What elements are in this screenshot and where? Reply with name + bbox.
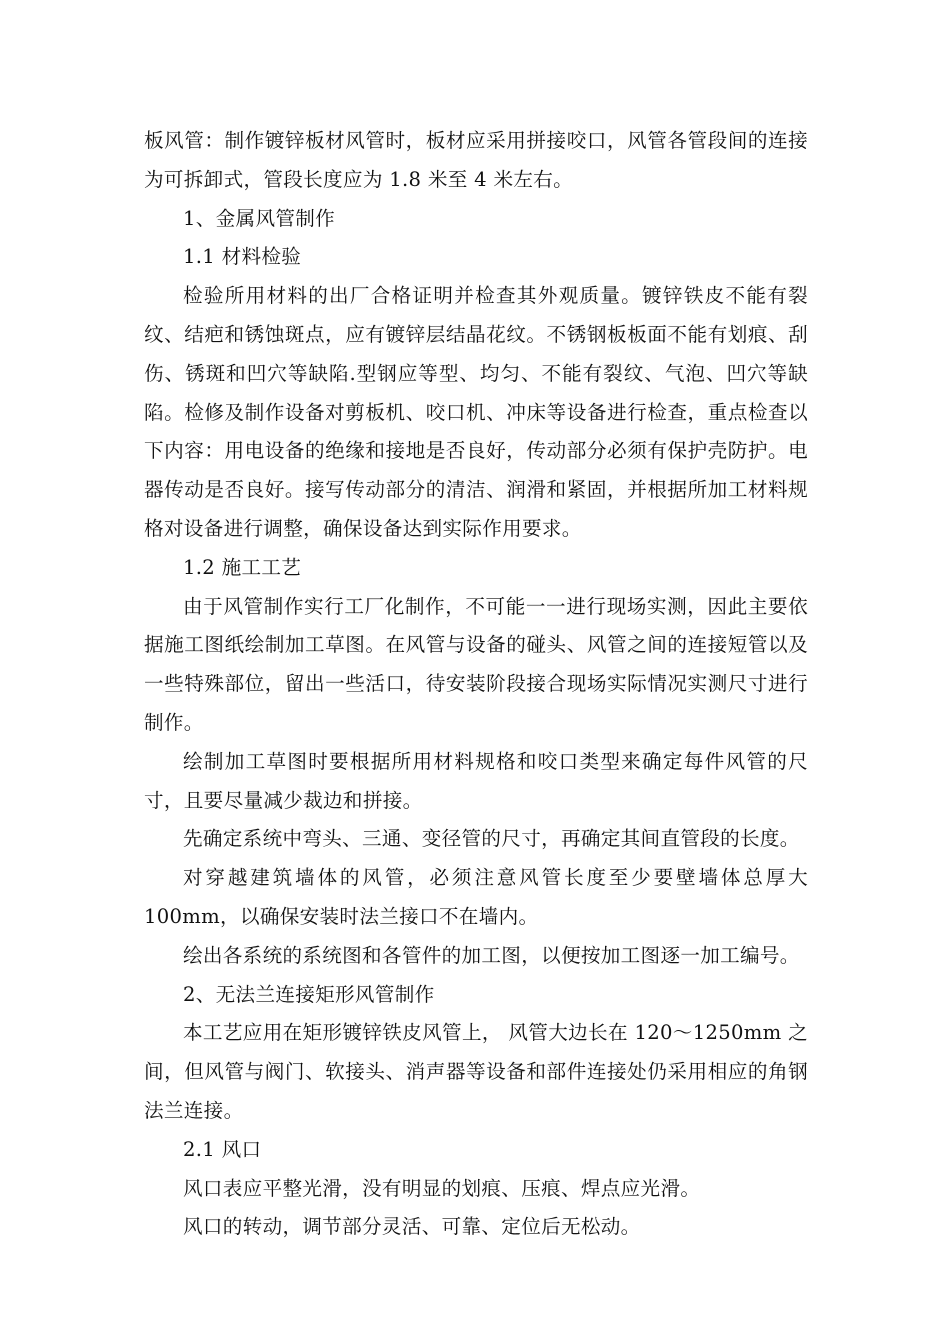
heading-metal-duct: 1、金属风管制作: [183, 206, 336, 230]
paragraph-flangeless-scope: 本工艺应用在矩形镀锌铁皮风管上， 风管大边长在 120～1250mm 之间，但风管与阀门、软接头、消声器等设备和部件连接处仍采用相应的角钢法兰连接。: [144, 1021, 808, 1122]
heading-construction-process: 1.2 施工工艺: [183, 555, 302, 579]
paragraph-outlet-surface: 风口表应平整光滑，没有明显的划痕、压痕、焊点应光滑。: [183, 1176, 701, 1200]
paragraph-material-inspection: 检验所用材料的出厂合格证明并检查其外观质量。镀锌铁皮不能有裂纹、结疤和锈蚀斑点，应有镀锌层结晶花纹。不锈钢板板面不能有划痕、刮伤、锈斑和凹穴等缺陷.型钢应等型、均匀、不能有裂纹、气泡、凹穴等缺陷。检修及制作设备对剪板机、咬口机、冲床等设备进行检查，重点检查以下内容：用电设备的绝缘和接地是否良好，传动部分必须有保护壳防护。电器传动是否良好。接写传动部分的清洁、润滑和紧固，并根据所加工材料规格对设备进行调整，确保设备达到实际作用要求。: [144, 284, 808, 540]
paragraph-factory-fabrication: 由于风管制作实行工厂化制作，不可能一一进行现场实测，因此主要依据施工图纸绘制加工草图。在风管与设备的碰头、风管之间的连接短管以及一些特殊部位，留出一些活口，待安装阶段接合现场实际情况实测尺寸进行制作。: [144, 594, 808, 734]
heading-air-outlet: 2.1 风口: [183, 1137, 262, 1161]
paragraph-system-drawings: 绘出各系统的系统图和各管件的加工图，以便按加工图逐一加工编号。: [183, 943, 800, 967]
paragraph-duct-intro: 板风管：制作镀锌板材风管时，板材应采用拼接咬口，风管各管段间的连接为可拆卸式，管段长度应为 1.8 米至 4 米左右。: [144, 129, 808, 191]
paragraph-outlet-adjustment: 风口的转动，调节部分灵活、可靠、定位后无松动。: [183, 1215, 641, 1239]
paragraph-drawing-sketch: 绘制加工草图时要根据所用材料规格和咬口类型来确定每件风管的尺寸，且要尽量减少裁边和拼接。: [144, 749, 808, 812]
document-page: [144, 122, 808, 1247]
heading-material-inspection: 1.1 材料检验: [183, 245, 302, 269]
heading-flangeless-duct: 2、无法兰连接矩形风管制作: [183, 982, 435, 1006]
paragraph-fitting-dimensions: 先确定系统中弯头、三通、变径管的尺寸，再确定其间直管段的长度。: [183, 827, 800, 851]
paragraph-wall-penetration: 对穿越建筑墙体的风管，必须注意风管长度至少要壁墙体总厚大 100mm，以确保安装时法兰接口不在墙内。: [144, 866, 808, 928]
